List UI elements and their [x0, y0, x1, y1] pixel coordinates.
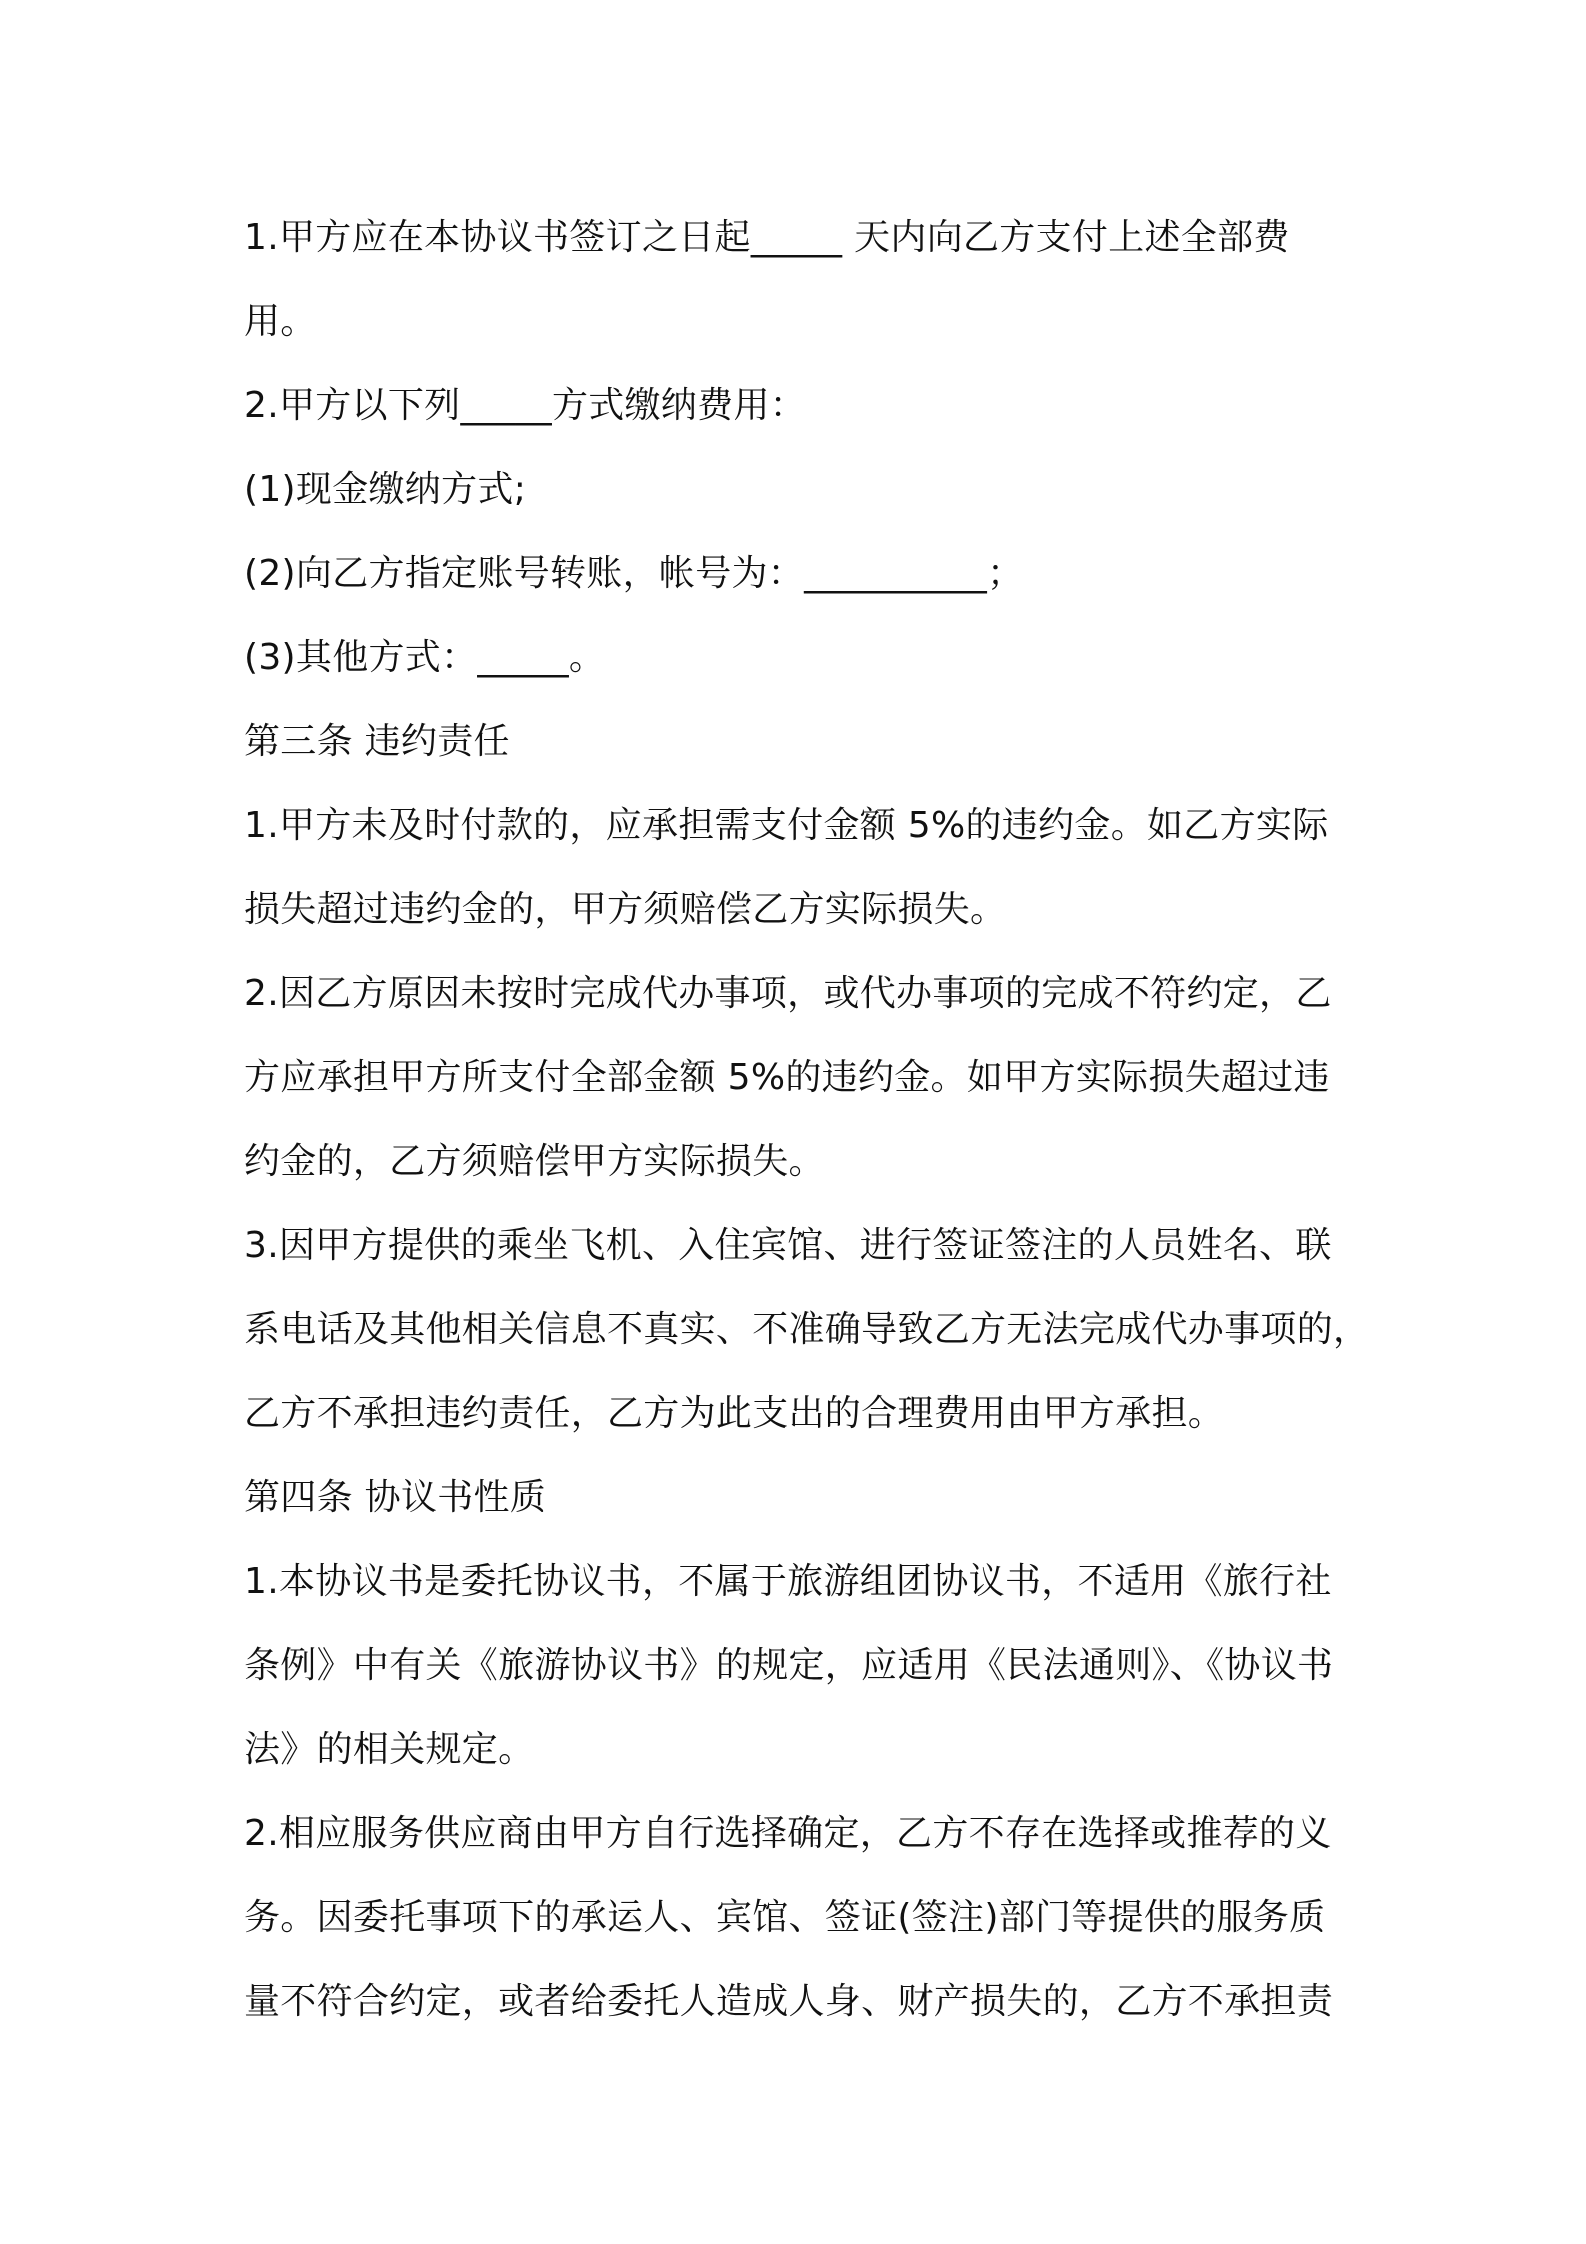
text-line: 3.因甲方提供的乘坐飞机、入住宾馆、进行签证签注的人员姓名、联 — [244, 1225, 1332, 1266]
text-line: 用。 — [244, 301, 317, 342]
text-line: 2.因乙方原因未按时完成代办事项，或代办事项的完成不符约定，乙 — [244, 973, 1332, 1014]
text-line: (2)向乙方指定账号转账，帐号为：__________； — [244, 553, 1024, 594]
text-line: 量不符合约定，或者给委托人造成人身、财产损失的，乙方不承担责 — [244, 1981, 1334, 2022]
text-line: (1)现金缴纳方式; — [244, 469, 527, 510]
section-heading: 第三条 违约责任 — [244, 721, 510, 762]
text-line: 约金的，乙方须赔偿甲方实际损失。 — [244, 1141, 825, 1182]
text-line: 2.甲方以下列_____方式缴纳费用： — [244, 385, 807, 426]
text-line: 1.本协议书是委托协议书，不属于旅游组团协议书，不适用《旅行社 — [244, 1561, 1332, 1602]
text-line: 1.甲方未及时付款的，应承担需支付金额 5%的违约金。如乙方实际 — [244, 805, 1329, 846]
text-line: (3)其他方式：_____。 — [244, 637, 606, 678]
text-line: 法》的相关规定。 — [244, 1729, 535, 1770]
text-line: 乙方不承担违约责任，乙方为此支出的合理费用由甲方承担。 — [244, 1393, 1225, 1434]
text-line: 条例》中有关《旅游协议书》的规定，应适用《民法通则》、《协议书 — [244, 1645, 1334, 1686]
document-body — [244, 196, 1384, 2044]
text-line: 系电话及其他相关信息不真实、不准确导致乙方无法完成代办事项的， — [244, 1309, 1370, 1350]
text-line: 2.相应服务供应商由甲方自行选择确定，乙方不存在选择或推荐的义 — [244, 1813, 1332, 1854]
text-line: 1.甲方应在本协议书签订之日起_____ 天内向乙方支付上述全部费 — [244, 217, 1290, 258]
text-line: 务。因委托事项下的承运人、宾馆、签证(签注)部门等提供的服务质 — [244, 1897, 1326, 1938]
text-line: 方应承担甲方所支付全部金额 5%的违约金。如甲方实际损失超过违 — [244, 1057, 1330, 1098]
section-heading: 第四条 协议书性质 — [244, 1477, 547, 1518]
text-line: 损失超过违约金的，甲方须赔偿乙方实际损失。 — [244, 889, 1007, 930]
